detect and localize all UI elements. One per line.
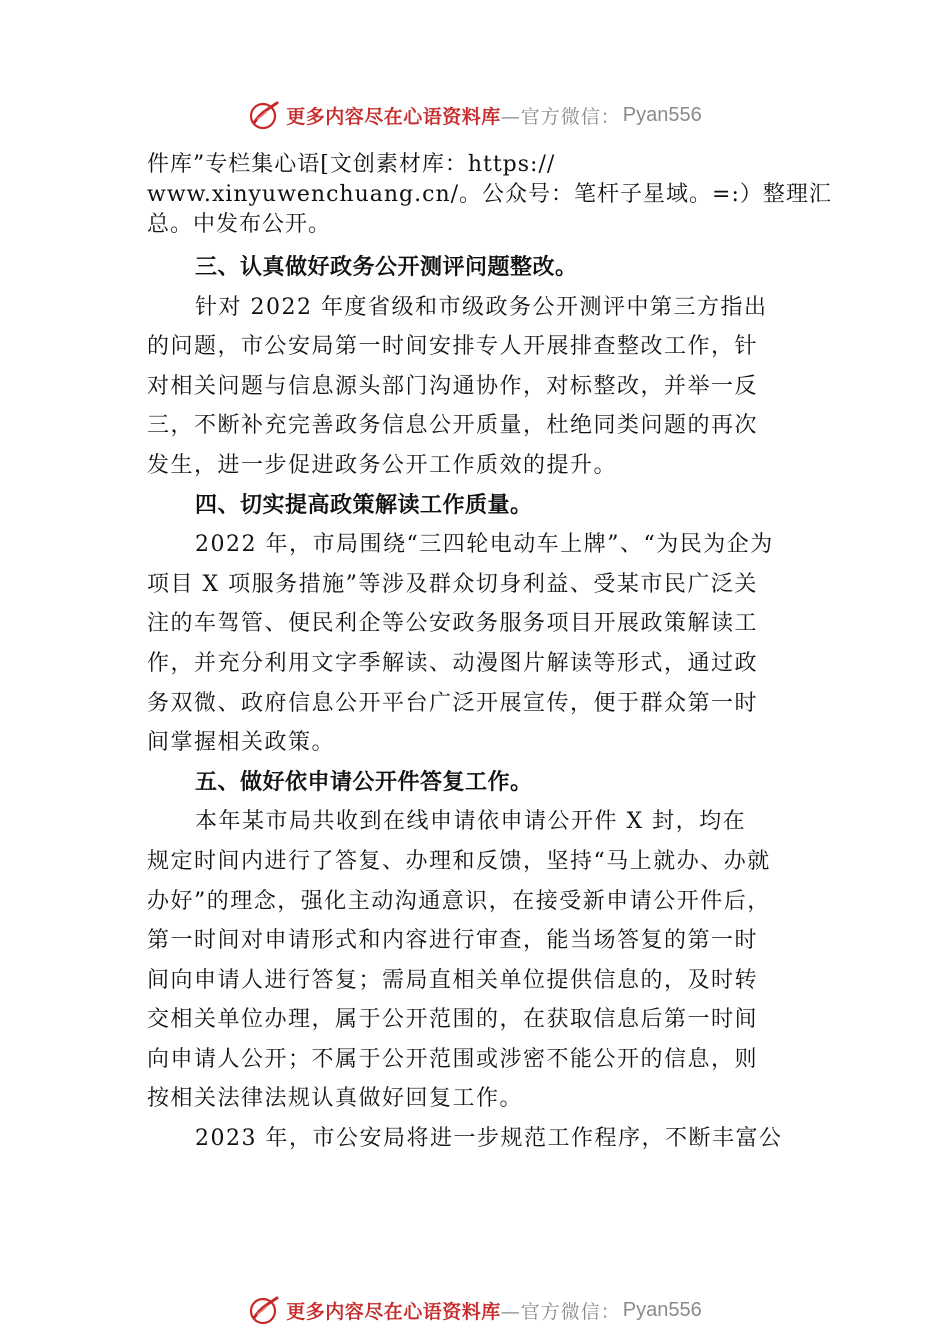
text-line: 的问题，市公安局第一时间安排专人开展排查整改工作，针	[147, 334, 759, 360]
section-heading: 五、做好依申请公开件答复工作。	[195, 769, 533, 795]
banner-wechat-label: —官方微信：	[500, 1300, 621, 1323]
brush-logo-icon	[248, 1294, 280, 1326]
text-line: 件库”专栏集心语[文创素材库：https://	[147, 152, 556, 177]
section-4	[147, 486, 837, 763]
text-line: 注的车驾管、便民利企等公安政务服务项目开展政策解读工	[147, 611, 759, 637]
text-line: 规定时间内进行了答复、办理和反馈，坚持“马上就办、办就	[147, 848, 771, 874]
intro-paragraph	[147, 150, 837, 240]
text-line: 作，并充分利用文字季解读、动漫图片解读等形式，通过政	[147, 650, 759, 676]
text-line: 三，不断补充完善政务信息公开质量，杜绝同类问题的再次	[147, 413, 759, 439]
text-line: 总。中发布公开。	[147, 212, 332, 237]
banner-wechat-label: —官方微信：	[500, 105, 621, 128]
footer-watermark-banner	[0, 1290, 950, 1330]
text-line: 办好”的理念，强化主动沟通意识，在接受新申请公开件后，	[147, 888, 771, 914]
text-line: 发生，进一步促进政务公开工作质效的提升。	[147, 452, 618, 478]
text-line: 2023 年，市公安局将进一步规范工作程序，不断丰富公	[195, 1126, 783, 1152]
section-5	[147, 763, 837, 1119]
text-line: 间向申请人进行答复；需局直相关单位提供信息的，及时转	[147, 967, 759, 993]
text-line: 项目 X 项服务措施”等涉及群众切身利益、受某市民广泛关	[147, 571, 758, 597]
closing-paragraph	[147, 1119, 837, 1159]
banner-wechat-id: Pyan556	[622, 1298, 702, 1321]
text-line: 交相关单位办理，属于公开范围的，在获取信息后第一时间	[147, 1007, 759, 1033]
section-3	[147, 248, 837, 486]
banner-wechat-id: Pyan556	[622, 103, 702, 126]
text-line: 第一时间对申请形式和内容进行审查，能当场答复的第一时	[147, 928, 759, 954]
brush-logo-icon	[248, 99, 280, 131]
text-line: 向申请人公开；不属于公开范围或涉密不能公开的信息，则	[147, 1046, 759, 1072]
text-line: 2022 年，市局围绕“三四轮电动车上牌”、“为民为企为	[195, 532, 774, 558]
header-watermark-banner	[0, 95, 950, 135]
text-line: www.xinyuwenchuang.cn/。公众号：笔杆子星域。=:）整理汇	[147, 182, 832, 207]
section-heading: 四、切实提高政策解读工作质量。	[195, 492, 533, 518]
text-line: 本年某市局共收到在线申请依申请公开件 X 封，均在	[195, 809, 747, 835]
banner-site-name: 更多内容尽在心语资料库	[286, 105, 501, 128]
text-line: 务双微、政府信息公开平台广泛开展宣传，便于群众第一时	[147, 690, 759, 716]
text-line: 针对 2022 年度省级和市级政务公开测评中第三方指出	[195, 294, 768, 320]
section-heading: 三、认真做好政务公开测评问题整改。	[195, 255, 578, 280]
text-line: 按相关法律法规认真做好回复工作。	[147, 1086, 524, 1112]
text-line: 间掌握相关政策。	[147, 730, 336, 756]
text-line: 对相关问题与信息源头部门沟通协作，对标整改，并举一反	[147, 373, 759, 399]
banner-site-name: 更多内容尽在心语资料库	[286, 1300, 501, 1323]
document-body	[147, 150, 837, 1159]
